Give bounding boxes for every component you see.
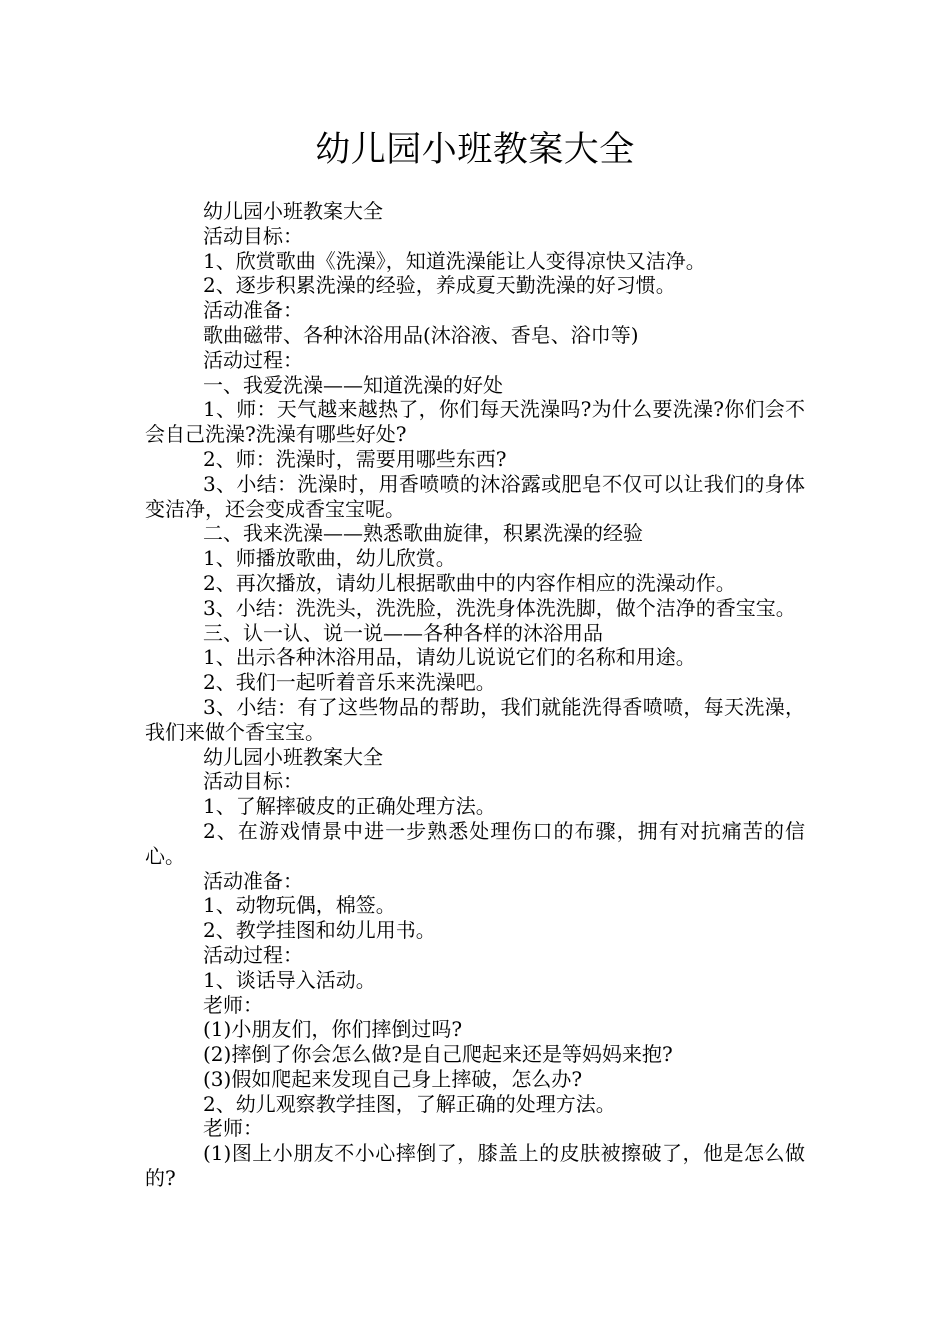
body-paragraph: 1、出示各种沐浴用品，请幼儿说说它们的名称和用途。	[203, 645, 696, 670]
body-paragraph: 活动目标：	[203, 223, 303, 248]
body-paragraph: 活动过程：	[203, 942, 303, 967]
body-paragraph: 幼儿园小班教案大全	[203, 199, 383, 223]
body-paragraph: (1)小朋友们，你们摔倒过吗?	[203, 1017, 463, 1042]
body-paragraph: 活动过程：	[203, 347, 303, 372]
body-paragraph: 活动准备：	[203, 868, 303, 893]
body-paragraph: 老师：	[203, 992, 263, 1017]
body-paragraph: 二、我来洗澡——熟悉歌曲旋律，积累洗澡的经验	[203, 521, 643, 546]
body-paragraph: 3、小结：有了这些物品的帮助，我们就能洗得香喷喷，每天洗澡，我们来做个香宝宝。	[145, 694, 805, 744]
body-paragraph: 2、再次播放，请幼儿根据歌曲中的内容作相应的洗澡动作。	[203, 570, 736, 595]
body-paragraph: 活动准备：	[203, 298, 303, 323]
body-paragraph: 老师：	[203, 1116, 263, 1141]
body-paragraph: 1、师播放歌曲，幼儿欣赏。	[203, 546, 456, 571]
body-paragraph: 2、逐步积累洗澡的经验，养成夏天勤洗澡的好习惯。	[203, 273, 676, 298]
body-paragraph: 3、小结：洗澡时，用香喷喷的沐浴露或肥皂不仅可以让我们的身体变洁净，还会变成香宝宝呢。	[145, 471, 805, 521]
body-paragraph: 3、小结：洗洗头，洗洗脸，洗洗身体洗洗脚，做个洁净的香宝宝。	[203, 595, 796, 620]
body-paragraph: 活动目标：	[203, 769, 303, 794]
body-paragraph: 1、欣赏歌曲《洗澡》，知道洗澡能让人变得凉快又洁净。	[203, 248, 706, 273]
body-paragraph: (1)图上小朋友不小心摔倒了，膝盖上的皮肤被擦破了，他是怎么做的?	[145, 1141, 805, 1191]
body-paragraph: 2、幼儿观察教学挂图，了解正确的处理方法。	[203, 1091, 616, 1116]
document-title: 幼儿园小班教案大全	[315, 130, 635, 170]
body-paragraph: 歌曲磁带、各种沐浴用品(沐浴液、香皂、浴巾等)	[203, 322, 639, 347]
body-paragraph: 三、认一认、说一说——各种各样的沐浴用品	[203, 620, 603, 645]
body-paragraph: 1、了解摔破皮的正确处理方法。	[203, 794, 496, 819]
body-paragraph: 1、动物玩偶，棉签。	[203, 893, 396, 918]
body-paragraph: 2、我们一起听着音乐来洗澡吧。	[203, 670, 496, 695]
body-paragraph: (2)摔倒了你会怎么做?是自己爬起来还是等妈妈来抱?	[203, 1042, 673, 1067]
body-paragraph: 2、师：洗澡时，需要用哪些东西?	[203, 446, 507, 471]
body-paragraph: 1、师：天气越来越热了，你们每天洗澡吗?为什么要洗澡?你们会不会自己洗澡?洗澡有哪些好处?	[145, 397, 805, 447]
document-body	[145, 199, 805, 1191]
body-paragraph: 一、我爱洗澡——知道洗澡的好处	[203, 372, 503, 397]
body-paragraph: 2、教学挂图和幼儿用书。	[203, 918, 436, 943]
body-paragraph: 1、谈话导入活动。	[203, 967, 376, 992]
body-paragraph: 幼儿园小班教案大全	[203, 744, 383, 769]
body-paragraph: 2、在游戏情景中进一步熟悉处理伤口的布骤，拥有对抗痛苦的信心。	[145, 818, 805, 868]
body-paragraph: (3)假如爬起来发现自己身上摔破，怎么办?	[203, 1066, 583, 1091]
